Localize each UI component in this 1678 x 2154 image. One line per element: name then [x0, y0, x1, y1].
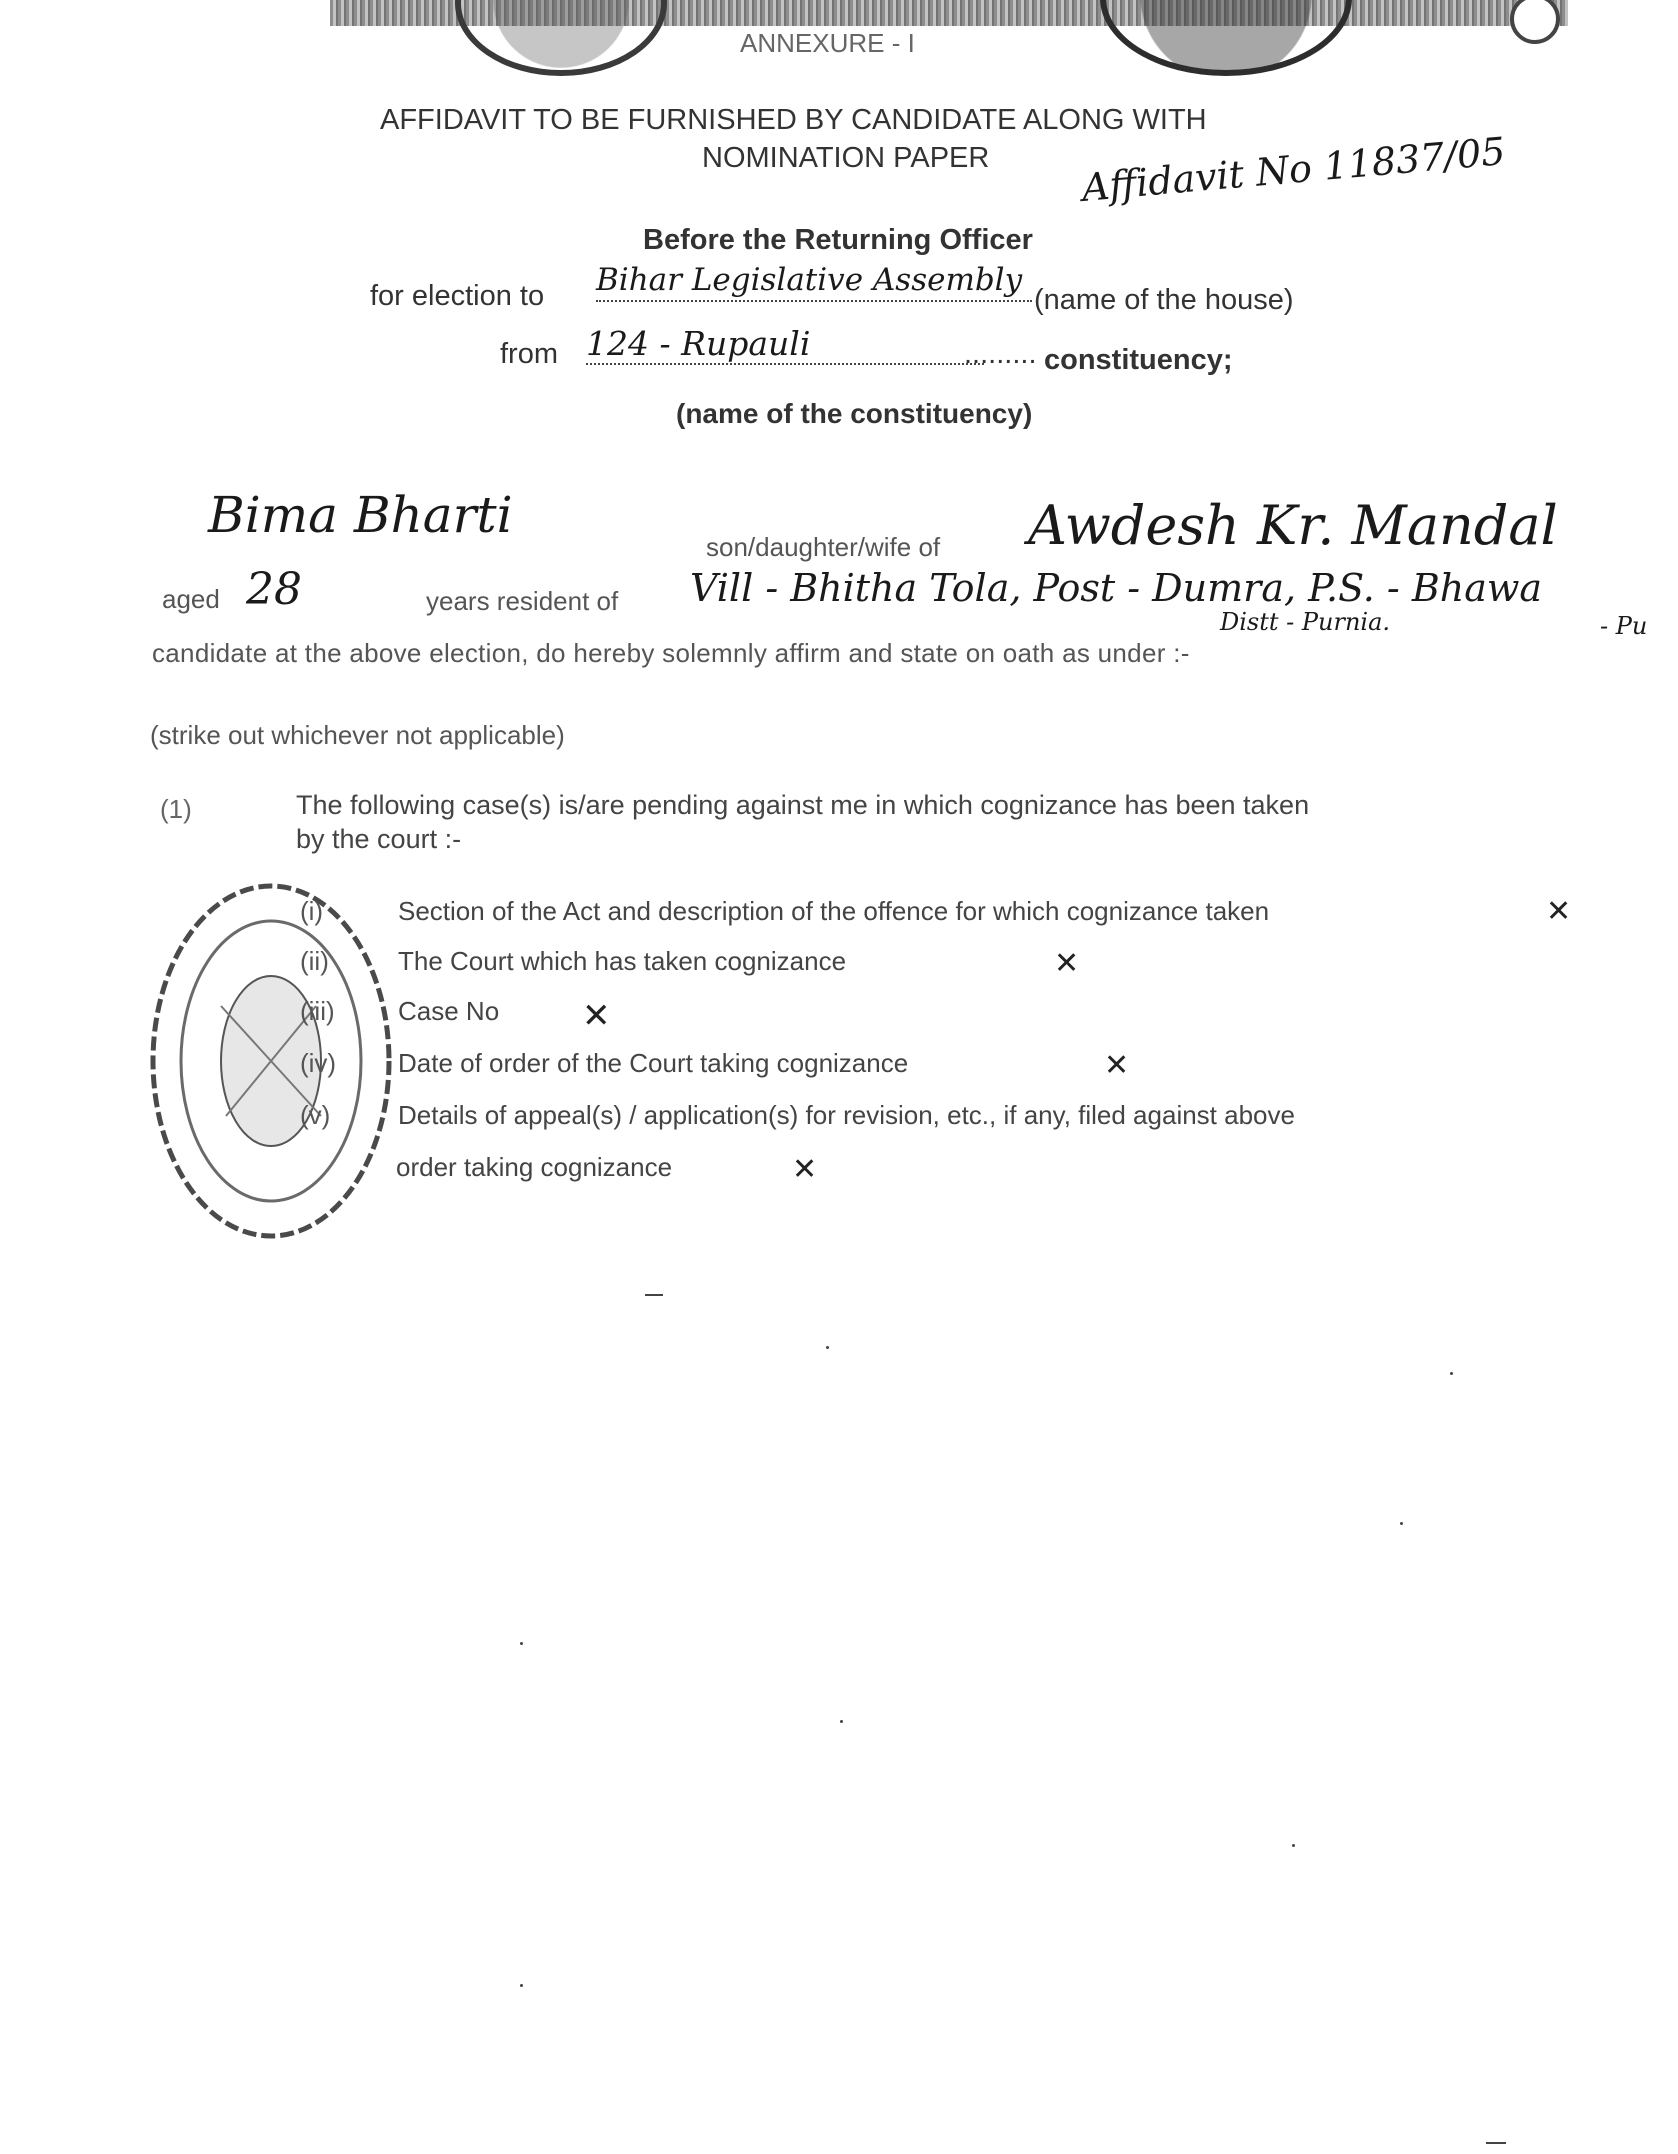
district-value: Distt - Purnia.	[1220, 608, 1391, 636]
scan-speck	[645, 1294, 663, 1296]
aged-label: aged	[162, 584, 220, 614]
returning-officer-heading: Before the Returning Officer	[643, 224, 1033, 256]
resident-label: years resident of	[426, 586, 619, 616]
annexure-label: ANNEXURE - I	[740, 28, 915, 58]
item-text: Date of order of the Court taking cognizance	[398, 1048, 909, 1078]
official-seal-top-left	[455, 0, 667, 76]
notary-seal-stamp	[136, 866, 396, 1256]
declarant-name: Bima Bharti	[208, 486, 513, 544]
scan-speck	[1292, 1844, 1295, 1847]
item-number: (iv)	[300, 1048, 337, 1078]
item-text: The Court which has taken cognizance	[398, 946, 847, 976]
constituency-suffix: constituency;	[1044, 344, 1233, 376]
item-text-line2: order taking cognizance	[396, 1152, 673, 1182]
strike-mark: ✕	[1104, 1048, 1130, 1083]
constituency-value: 124 - Rupauli	[586, 324, 984, 365]
strike-mark: ✕	[582, 996, 611, 1036]
house-name-caption: (name of the house)	[1034, 284, 1294, 316]
address-tail: - Pu	[1600, 612, 1648, 640]
from-prefix: from	[500, 338, 558, 370]
item-text: Details of appeal(s) / application(s) for revision, etc., if any, filed against above	[398, 1100, 1295, 1130]
scan-speck	[520, 1642, 523, 1645]
strike-out-instruction: (strike out whichever not applicable)	[150, 720, 565, 750]
constituency-dots: .........	[964, 338, 1037, 370]
strike-mark: ✕	[792, 1152, 818, 1187]
house-name-value: Bihar Legislative Assembly	[596, 262, 1032, 302]
document-title-line2: NOMINATION PAPER	[702, 142, 990, 174]
item-text: Section of the Act and description of the offence for which cognizance taken	[398, 896, 1270, 926]
relation-name: Awdesh Kr. Mandal	[1028, 494, 1558, 557]
item-number: (i)	[300, 896, 324, 926]
age-value: 28	[246, 564, 302, 615]
document-title: AFFIDAVIT TO BE FURNISHED BY CANDIDATE ALONG WITH	[380, 104, 1207, 136]
strike-mark: ✕	[1546, 894, 1572, 929]
scan-speck	[840, 1720, 843, 1723]
candidate-statement: candidate at the above election, do hereby solemnly affirm and state on oath as under :-	[152, 638, 1190, 668]
scan-speck	[1450, 1372, 1453, 1375]
clause-text: The following case(s) is/are pending against me in which cognizance has been taken	[296, 790, 1310, 820]
strike-mark: ✕	[1054, 946, 1080, 981]
clause-number: (1)	[160, 794, 192, 824]
emblem-right	[1510, 0, 1560, 44]
clause-text-line2: by the court :-	[296, 824, 462, 854]
affidavit-number: Affidavit No 11837/05	[1080, 129, 1508, 210]
scan-speck	[520, 1984, 523, 1987]
item-number: (v)	[300, 1100, 331, 1130]
item-text: Case No	[398, 996, 500, 1026]
relation-label: son/daughter/wife of	[706, 532, 941, 562]
constituency-caption: (name of the constituency)	[676, 398, 1033, 429]
scan-speck	[1400, 1522, 1403, 1525]
item-number: (ii)	[300, 946, 329, 976]
scan-speck	[1486, 2142, 1506, 2144]
official-seal-top-right	[1100, 0, 1352, 76]
scan-speck	[826, 1346, 829, 1349]
address-value: Vill - Bhitha Tola, Post - Dumra, P.S. - Bhawa	[690, 566, 1543, 610]
election-prefix: for election to	[370, 280, 545, 312]
item-number: (iii)	[300, 996, 335, 1026]
